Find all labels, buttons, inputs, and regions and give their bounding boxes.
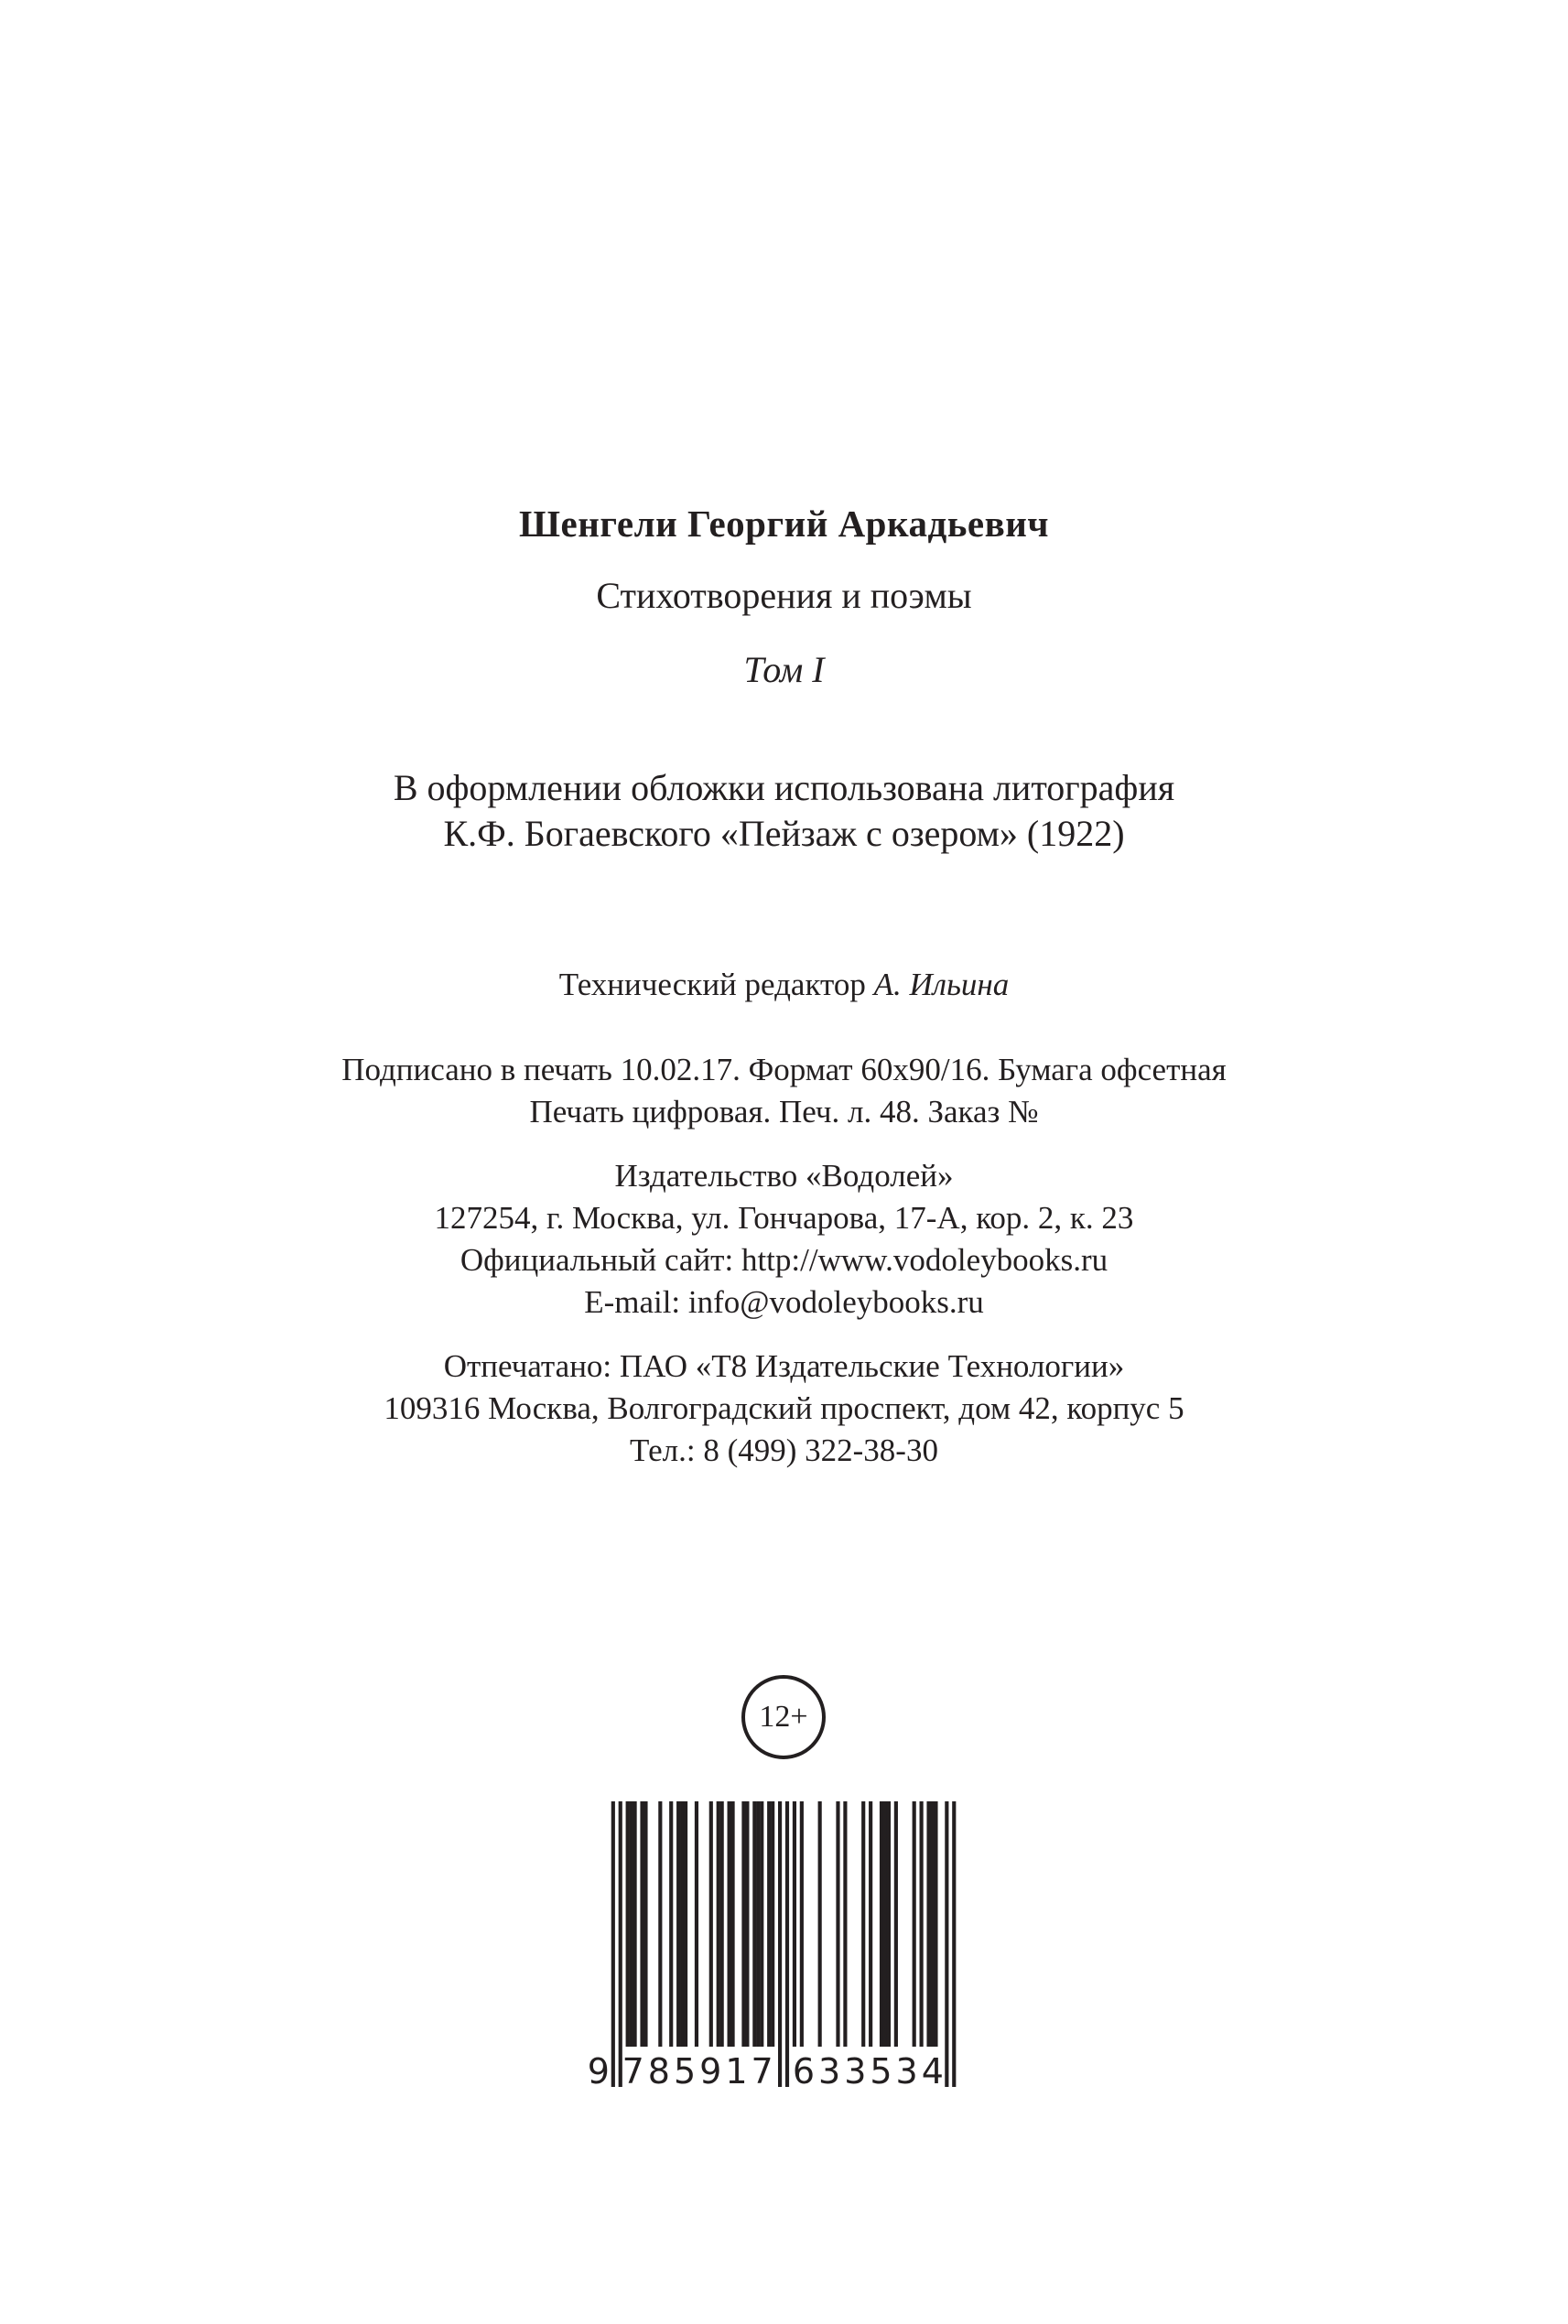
barcode-bar (843, 1801, 847, 2047)
barcode-bar (880, 1801, 883, 2047)
barcode-guard-bar (778, 1801, 782, 2087)
cover-note-line-2: К.Ф. Богаевского «Пейзаж с озером» (1922) (443, 813, 1125, 854)
isbn-digits (586, 2048, 970, 2094)
printer-name: Отпечатано: ПАО «Т8 Издательские Технологии» (443, 1348, 1125, 1384)
barcode-bar (883, 1801, 887, 2047)
age-rating-badge (741, 1675, 826, 1759)
barcode-bar (836, 1801, 839, 2047)
publisher-site: Официальный сайт: http://www.vodoleybooks.ru (460, 1242, 1108, 1278)
book-title: Стихотворения и поэмы (596, 575, 972, 616)
barcode-bar (626, 1801, 630, 2047)
barcode-bar (800, 1801, 804, 2047)
cover-note-line-1: В оформлении обложки использована литография (393, 767, 1175, 808)
barcode-bar (861, 1801, 865, 2047)
barcode-bar (745, 1801, 749, 2047)
barcode-bar (926, 1801, 930, 2047)
technical-editor-name: А. Ильина (873, 967, 1010, 1002)
barcode-guard-bar (785, 1801, 789, 2087)
barcode-bar (680, 1801, 684, 2047)
barcode-bar (920, 1801, 924, 2047)
age-rating-text: 12+ (759, 1700, 808, 1734)
barcode-bar (887, 1801, 891, 2047)
author-name: Шенгели Георгий Аркадьевич (519, 503, 1049, 545)
volume-label: Том I (743, 649, 825, 690)
barcode-bar (669, 1801, 673, 2047)
barcode-bar (720, 1801, 724, 2047)
publisher-email: E-mail: info@vodoleybooks.ru (584, 1284, 984, 1320)
barcode-bar (728, 1801, 731, 2047)
barcode-guard-bar (611, 1801, 615, 2087)
barcode-guard-bar (945, 1801, 948, 2087)
isbn-right-group: 633534 (792, 2051, 947, 2092)
barcode-guard-bar (619, 1801, 622, 2087)
barcode-bar (640, 1801, 643, 2047)
barcode-bar (643, 1801, 647, 2047)
barcode-bar (752, 1801, 756, 2047)
barcode-bar (869, 1801, 872, 2047)
isbn-left-group: 785917 (622, 2051, 777, 2092)
barcode-bar (633, 1801, 637, 2047)
printing-line-1: Подписано в печать 10.02.17. Формат 60x90/16. Бумага офсетная (341, 1052, 1227, 1087)
barcode-bar (934, 1801, 937, 2047)
printer-address: 109316 Москва, Волгоградский проспект, дом 42, корпус 5 (384, 1390, 1184, 1426)
barcode-bar (630, 1801, 633, 2047)
barcode-bar (741, 1801, 745, 2047)
barcode-bar (818, 1801, 822, 2047)
technical-editor (0, 967, 1568, 1003)
barcode-bar (684, 1801, 687, 2047)
barcode-bar (930, 1801, 934, 2047)
barcode-bar (760, 1801, 763, 2047)
publisher-address: 127254, г. Москва, ул. Гончарова, 17-А, кор. 2, к. 23 (434, 1200, 1134, 1236)
barcode-bar (676, 1801, 680, 2047)
printer-phone: Тел.: 8 (499) 322-38-30 (630, 1432, 938, 1468)
barcode-bar (767, 1801, 771, 2047)
printing-line-2: Печать цифровая. Печ. л. 48. Заказ № (529, 1094, 1039, 1130)
barcode-bar (771, 1801, 774, 2047)
barcode-bar (658, 1801, 662, 2047)
technical-editor-label: Технический редактор (558, 967, 866, 1002)
isbn-first-digit: 9 (587, 2051, 610, 2092)
barcode-bar (730, 1801, 734, 2047)
barcode-bar (695, 1801, 698, 2047)
barcode-bar (913, 1801, 916, 2047)
barcode-bar (717, 1801, 720, 2047)
barcode-bar (709, 1801, 713, 2047)
barcode-bar (756, 1801, 760, 2047)
barcode-guard-bar (952, 1801, 956, 2087)
barcode-bar (793, 1801, 796, 2047)
barcode-bar (894, 1801, 898, 2047)
publisher-name: Издательство «Водолей» (614, 1158, 954, 1194)
